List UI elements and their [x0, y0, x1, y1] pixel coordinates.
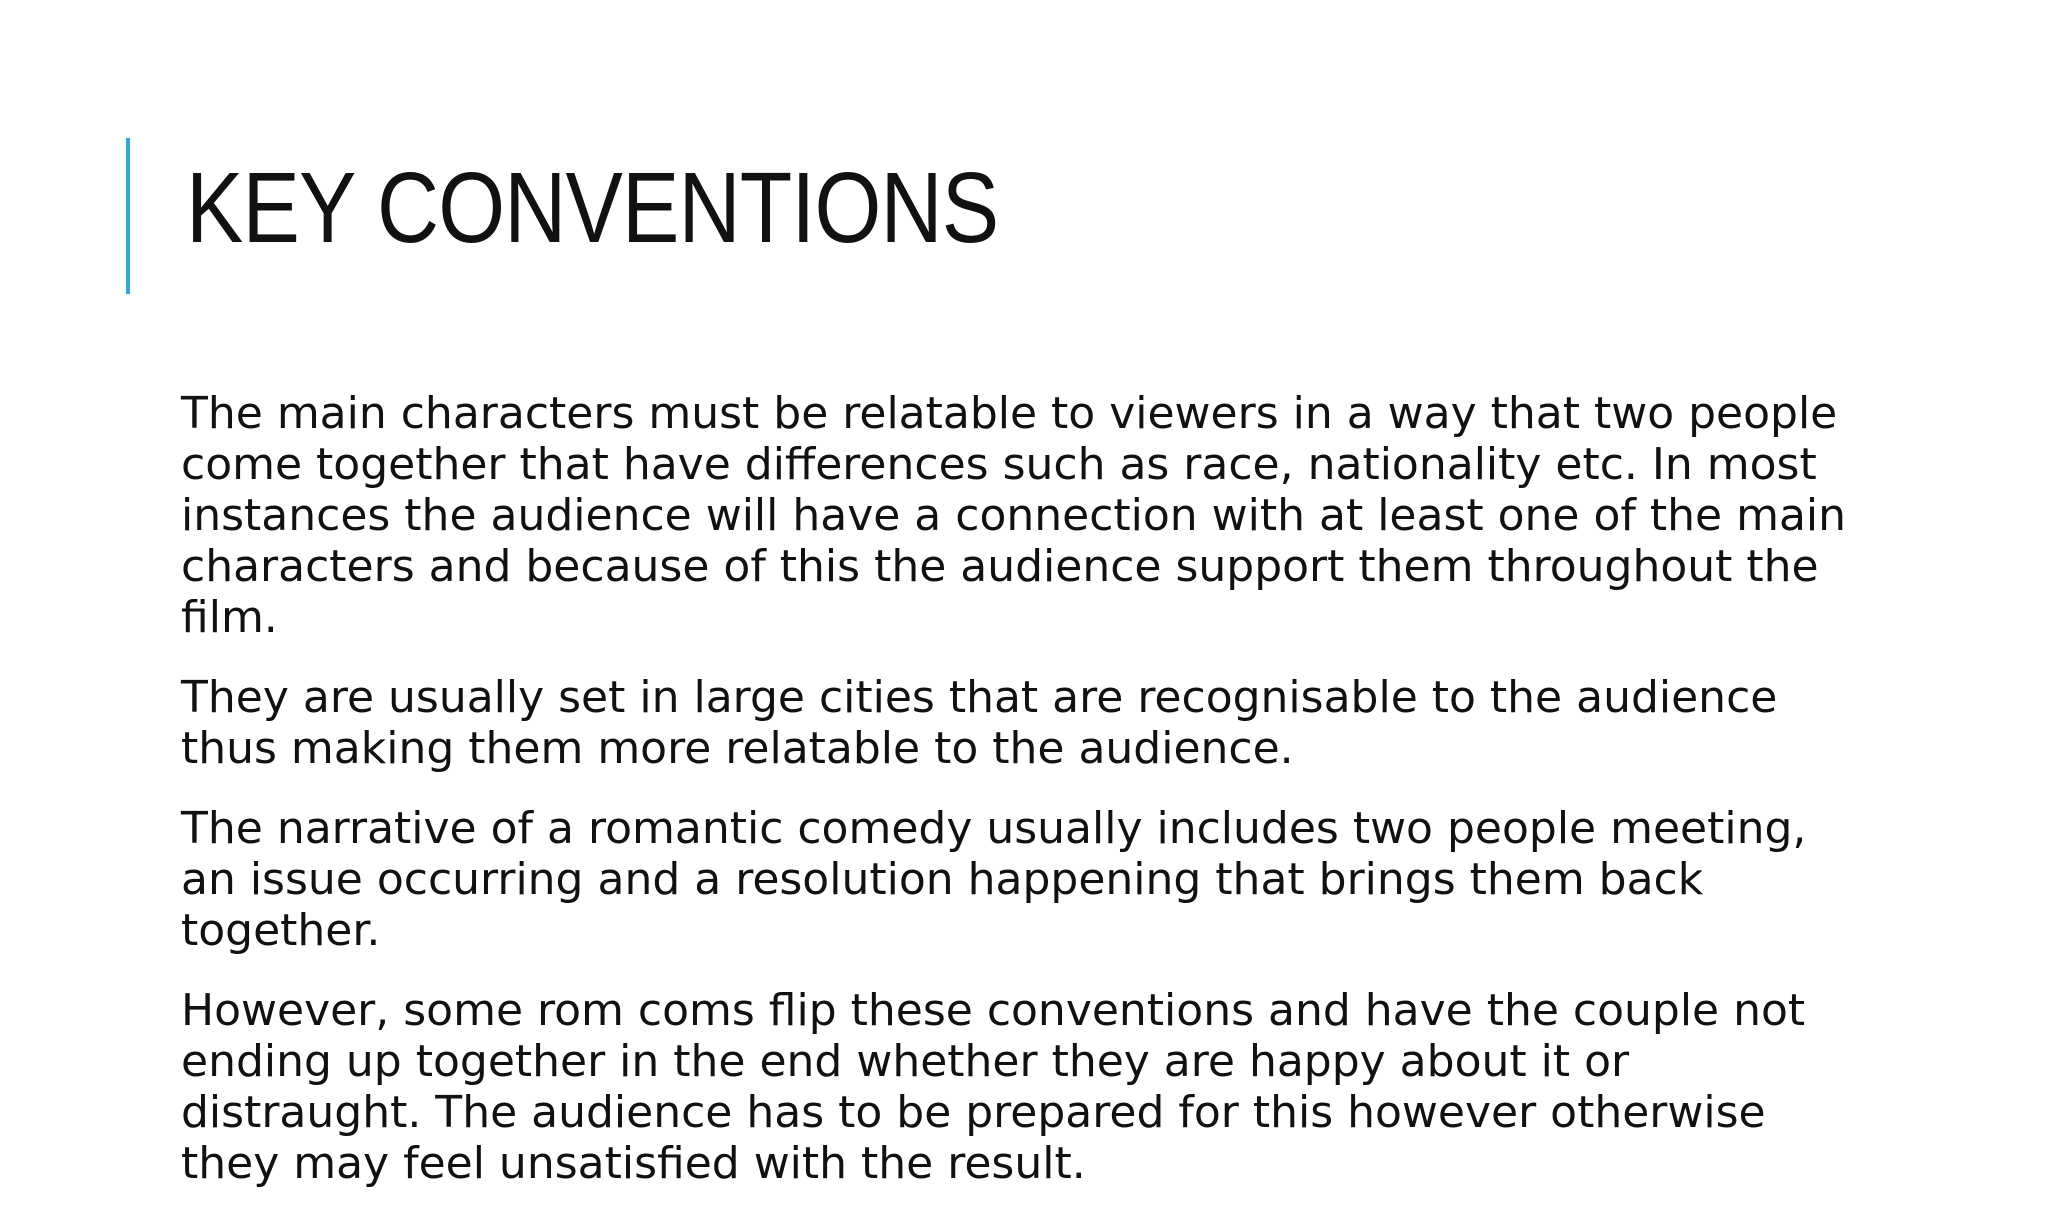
paragraph-narrative: The narrative of a romantic comedy usually includes two people meeting, an issue occurring and a resolution happening that brings them back together. [181, 803, 1807, 956]
paragraph-main-characters: The main characters must be relatable to viewers in a way that two people come together that have differences such as race, nationality etc. In most instances the audience will have a connection with at least one of the main characters and because of this the audience support them throughout the film. [181, 388, 1847, 643]
title-accent-bar [126, 138, 130, 294]
paragraph-subversion: However, some rom coms flip these conventions and have the couple not ending up together in the end whether they are happy about it or distraught. The audience has to be prepared for this however otherwise they may feel unsatisfied with the result. [181, 985, 1806, 1189]
paragraph-setting: They are usually set in large cities that are recognisable to the audience thus making them more relatable to the audience. [181, 672, 1778, 774]
slide-title: KEY CONVENTIONS [186, 152, 999, 264]
slide-body [181, 388, 1861, 1218]
